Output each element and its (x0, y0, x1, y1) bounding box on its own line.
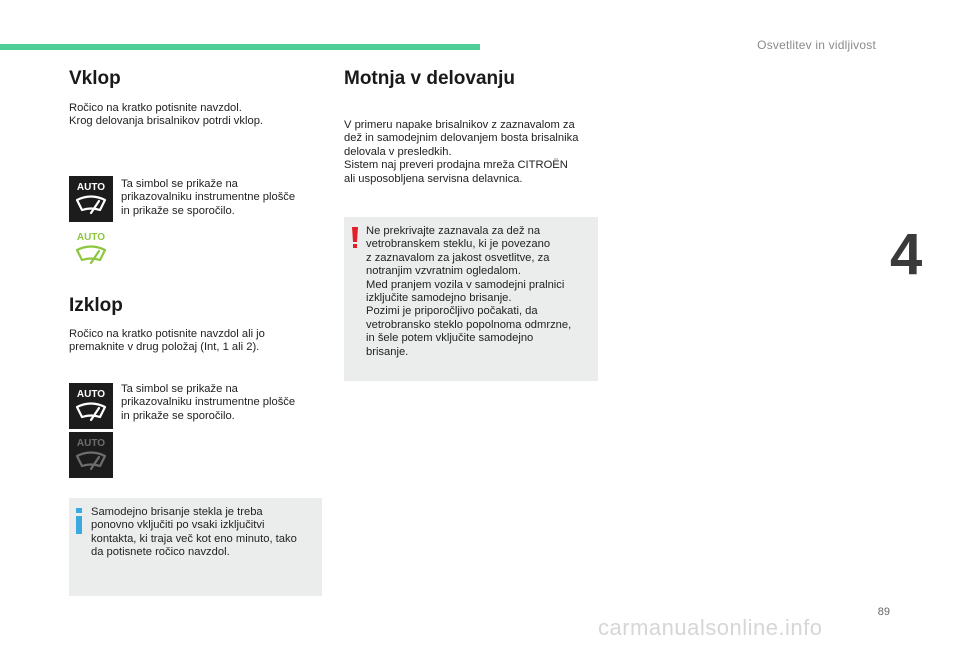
section-title: Osvetlitev in vidljivost (757, 38, 876, 52)
info-note (69, 498, 322, 596)
info-note-text: Samodejno brisanje stekla je treba ponovno vključiti po vsaki izključitvi kontakta, ki traja več kot eno minuto, tako da potisnete ročico navzdol. (91, 506, 297, 559)
auto-wiper-active-icon-2 (69, 383, 113, 429)
auto-wiper-off-icon (69, 432, 113, 478)
warning-note (344, 217, 598, 381)
auto-label-green: AUTO (76, 232, 106, 243)
warning-note-text: Ne prekrivajte zaznavala za dež na vetrobranskem steklu, ki je povezano z zaznavalom za jakost osvetlitve, za notranjim vzvratnim ogledalom. Med pranjem vozila v samodejni pralnici izključite samodejno brisanje. Pozimi je priporočljivo počakati, da vetrobransko steklo popolnoma odmrzne, in šele potem vključite samodejno brisanje. (366, 225, 572, 358)
heading-vklop: Vklop (69, 68, 121, 89)
heading-izklop: Izklop (69, 295, 123, 316)
vklop-symbol-text: Ta simbol se prikaže na prikazovalniku instrumentne plošče in prikaže se sporočilo. (121, 178, 296, 217)
vklop-paragraph: Ročico na kratko potisnite navzdol. Krog delovanja brisalnikov potrdi vklop. (69, 102, 264, 128)
motnja-paragraph: V primeru napake brisalnikov z zaznavalom za dež in samodejnim delovanjem bosta brisalnika delovala v presledkih. Sistem naj preveri prodajna mreža CITROËN ali usposobljena servisna delavnica. (344, 119, 579, 185)
chapter-number: 4 (890, 222, 923, 287)
izklop-paragraph: Ročico na kratko potisnite navzdol ali jo premaknite v drug položaj (Int, 1 ali 2). (69, 328, 265, 354)
izklop-symbol-text: Ta simbol se prikaže na prikazovalniku instrumentne plošče in prikaže se sporočilo. (121, 383, 296, 422)
warning-icon (351, 227, 359, 254)
auto-wiper-active-icon (69, 176, 113, 222)
page-number: 89 (877, 606, 890, 618)
accent-bar (0, 44, 480, 50)
auto-label-off: AUTO (76, 438, 106, 449)
watermark: carmanualsonline.info (598, 615, 823, 640)
auto-label-2: AUTO (76, 389, 106, 400)
auto-label: AUTO (76, 182, 106, 193)
auto-wiper-green-icon (69, 226, 113, 272)
info-icon (75, 508, 83, 539)
heading-motnja: Motnja v delovanju (344, 68, 516, 89)
